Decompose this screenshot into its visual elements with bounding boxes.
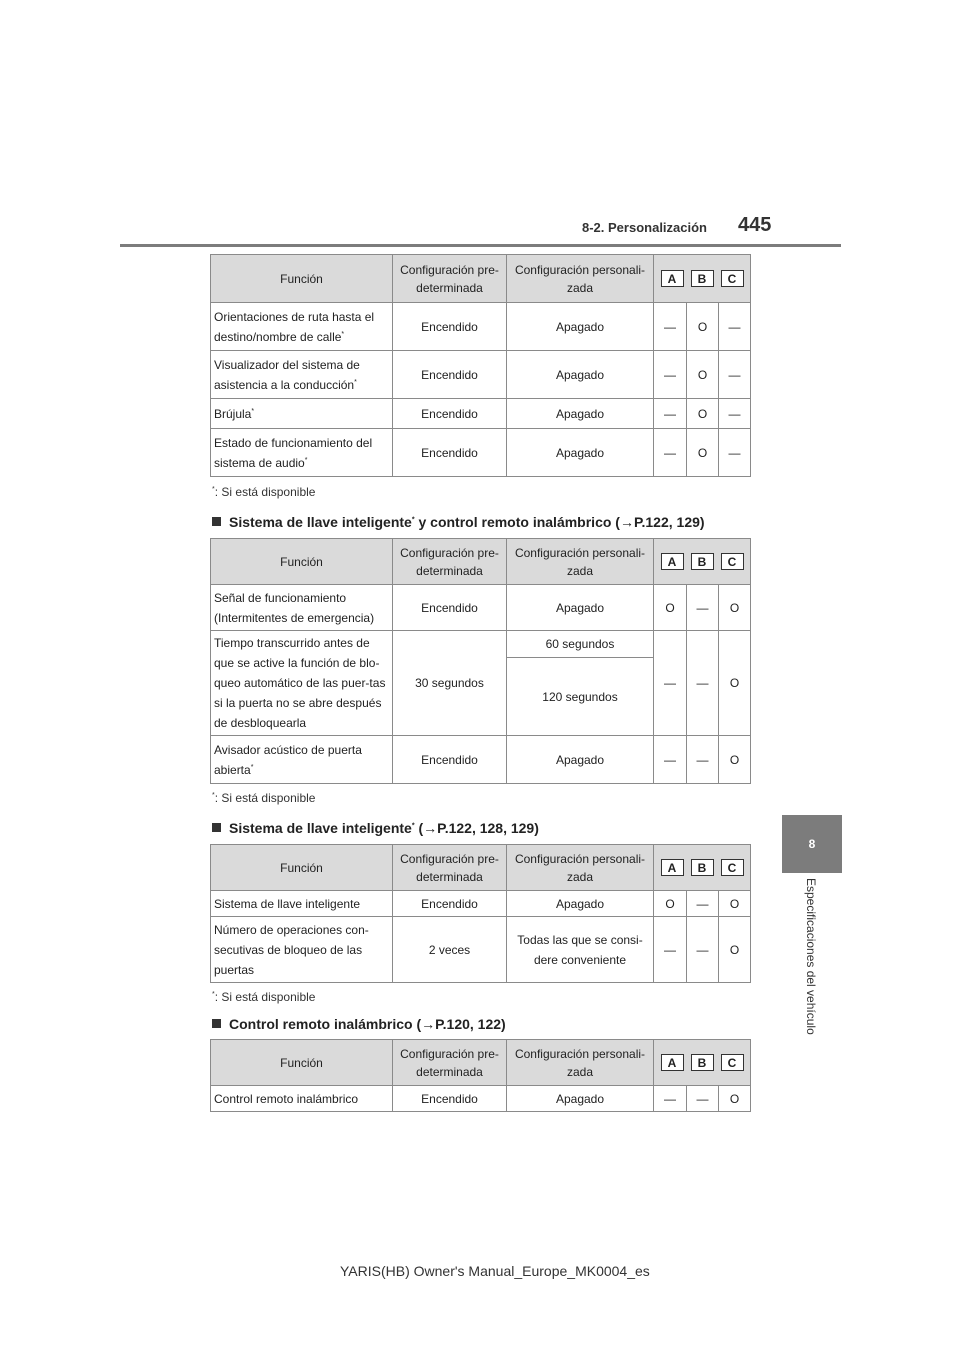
table-row — [211, 1086, 751, 1112]
col-c-cell: — — [719, 399, 751, 429]
letter-c-box: C — [721, 270, 744, 287]
default-cell: Encendido — [393, 303, 507, 351]
heading-text: ( — [414, 820, 424, 836]
table-row — [211, 429, 751, 477]
header-custom — [507, 845, 654, 891]
header-custom — [507, 255, 654, 303]
function-cell — [211, 303, 393, 351]
header-letters — [654, 539, 751, 585]
table-row — [211, 631, 751, 658]
footnote-mark: * — [212, 792, 215, 799]
chapter-side-label — [782, 878, 842, 1068]
arrow-icon: → — [619, 514, 634, 530]
col-a-cell: — — [654, 631, 687, 736]
footnote-text: : Si está disponible — [214, 485, 316, 499]
header-custom-text: Configuración personali-zada — [514, 1046, 646, 1079]
function-text: Orientaciones de ruta hasta el destino/nombre de calle — [214, 309, 375, 344]
col-b-cell: O — [687, 429, 719, 477]
table-header-row — [211, 255, 751, 303]
col-c-cell: O — [719, 891, 751, 917]
default-cell: Encendido — [393, 429, 507, 477]
page-reference: P.122, 129) — [633, 514, 705, 530]
default-cell: Encendido — [393, 1086, 507, 1112]
page-reference: P.120, 122) — [435, 1016, 506, 1032]
asterisk-mark: * — [411, 822, 415, 830]
header-custom-text: Configuración personali-zada — [514, 545, 646, 578]
arrow-icon: → — [423, 820, 438, 836]
col-a-cell: — — [654, 917, 687, 983]
heading-text: y control remoto inalámbrico ( — [414, 514, 620, 530]
col-a-cell: O — [654, 585, 687, 631]
footnote-mark: * — [212, 486, 215, 493]
function-cell: Control remoto inalámbrico — [211, 1086, 393, 1112]
function-cell: Sistema de llave inteligente — [211, 891, 393, 917]
section-title: 8-2. Personalización — [582, 220, 707, 235]
settings-table-2 — [210, 538, 751, 784]
default-cell: Encendido — [393, 351, 507, 399]
col-b-cell: — — [687, 736, 719, 784]
col-c-cell: O — [719, 917, 751, 983]
footer-manual-id: YARIS(HB) Owner's Manual_Europe_MK0004_es — [340, 1263, 650, 1279]
header-function: Función — [211, 845, 393, 891]
function-cell — [211, 429, 393, 477]
custom-cell: Apagado — [507, 429, 654, 477]
function-text: Avisador acústico de puerta abierta — [214, 742, 362, 777]
col-c-cell: O — [719, 585, 751, 631]
chapter-tab — [782, 815, 842, 873]
table-header-row — [211, 845, 751, 891]
table-row — [211, 585, 751, 631]
col-b-cell: — — [687, 917, 719, 983]
footnote-text: : Si está disponible — [214, 990, 316, 1004]
col-c-cell: O — [719, 1086, 751, 1112]
settings-table-4 — [210, 1039, 751, 1112]
header-custom-text: Configuración personali-zada — [514, 851, 646, 884]
col-b-cell: O — [687, 303, 719, 351]
table-header-row — [211, 539, 751, 585]
col-b-cell: — — [687, 1086, 719, 1112]
square-bullet-icon — [212, 517, 221, 526]
table-row — [211, 303, 751, 351]
chapter-title: Especificaciones del vehículo — [804, 878, 818, 1035]
custom-cell: Apagado — [507, 399, 654, 429]
letter-c-box: C — [721, 1054, 744, 1071]
table-row — [211, 736, 751, 784]
footnote — [212, 485, 315, 499]
asterisk-mark: * — [250, 763, 254, 771]
header-custom — [507, 1040, 654, 1086]
table-row — [211, 891, 751, 917]
heading-text: Sistema de llave inteligente — [229, 514, 412, 530]
header-function: Función — [211, 539, 393, 585]
function-cell: Señal de funcionamiento (Intermitentes de emergencia) — [211, 585, 393, 631]
header-default — [393, 255, 507, 303]
col-b-cell: — — [687, 891, 719, 917]
default-cell: Encendido — [393, 891, 507, 917]
table-row — [211, 399, 751, 429]
function-text: Visualizador del sistema de asistencia a la conducción — [214, 357, 360, 392]
section-heading — [212, 1016, 506, 1032]
chapter-number: 8 — [808, 837, 816, 851]
custom-cell: 120 segundos — [507, 658, 654, 736]
function-cell — [211, 736, 393, 784]
letter-a-box: A — [661, 1054, 684, 1071]
col-c-cell: O — [719, 736, 751, 784]
letter-b-box: B — [691, 553, 714, 570]
custom-cell: Apagado — [507, 585, 654, 631]
col-b-cell: — — [687, 631, 719, 736]
header-letters — [654, 255, 751, 303]
col-c-cell: — — [719, 303, 751, 351]
function-cell — [211, 399, 393, 429]
page-number: 445 — [738, 214, 772, 236]
header-default-text: Configuración pre-determinada — [400, 545, 499, 578]
letter-b-box: B — [691, 1054, 714, 1071]
letter-b-box: B — [691, 859, 714, 876]
header-default — [393, 539, 507, 585]
default-cell: 30 segundos — [393, 631, 507, 736]
asterisk-mark: * — [411, 516, 415, 524]
settings-table-3 — [210, 844, 751, 983]
letter-c-box: C — [721, 859, 744, 876]
asterisk-mark: * — [354, 378, 357, 386]
square-bullet-icon — [212, 823, 221, 832]
header-letters — [654, 845, 751, 891]
col-a-cell: — — [654, 351, 687, 399]
letter-a-box: A — [661, 270, 684, 287]
footnote-text: : Si está disponible — [214, 791, 316, 805]
default-cell: Encendido — [393, 736, 507, 784]
custom-cell: Apagado — [507, 891, 654, 917]
section-heading — [212, 514, 705, 530]
col-a-cell: — — [654, 303, 687, 351]
col-a-cell: — — [654, 736, 687, 784]
header-function: Función — [211, 255, 393, 303]
col-a-cell: — — [654, 399, 687, 429]
footnote — [212, 791, 315, 805]
letter-a-box: A — [661, 859, 684, 876]
heading-text: Sistema de llave inteligente — [229, 820, 412, 836]
header-custom — [507, 539, 654, 585]
function-cell: Número de operaciones con-secutivas de bloqueo de las puertas — [211, 917, 393, 983]
header-function: Función — [211, 1040, 393, 1086]
custom-cell: Todas las que se consi-dere conveniente — [507, 917, 654, 983]
header-rule — [120, 244, 841, 247]
section-heading — [212, 820, 539, 836]
custom-cell: 60 segundos — [507, 631, 654, 658]
arrow-icon: → — [421, 1016, 436, 1032]
header-default-text: Configuración pre-determinada — [400, 1046, 499, 1079]
letter-c-box: C — [721, 553, 744, 570]
table-header-row — [211, 1040, 751, 1086]
col-b-cell: O — [687, 399, 719, 429]
asterisk-mark: * — [304, 456, 308, 464]
col-c-cell: O — [719, 631, 751, 736]
header-custom-text: Configuración personali-zada — [514, 262, 646, 295]
col-c-cell: — — [719, 351, 751, 399]
header-default-text: Configuración pre-determinada — [400, 262, 499, 295]
col-b-cell: — — [687, 585, 719, 631]
asterisk-mark: * — [251, 407, 255, 415]
col-a-cell: O — [654, 891, 687, 917]
col-b-cell: O — [687, 351, 719, 399]
custom-cell: Apagado — [507, 736, 654, 784]
settings-table-1 — [210, 254, 751, 477]
function-text: Brújula — [214, 406, 252, 421]
letter-b-box: B — [691, 270, 714, 287]
default-cell: 2 veces — [393, 917, 507, 983]
col-c-cell: — — [719, 429, 751, 477]
header-default — [393, 1040, 507, 1086]
table-row — [211, 351, 751, 399]
function-text: Estado de funcionamiento del sistema de audio — [214, 435, 373, 470]
footnote — [212, 990, 315, 1004]
heading-text: Control remoto inalámbrico ( — [229, 1016, 422, 1032]
default-cell: Encendido — [393, 585, 507, 631]
function-cell: Tiempo transcurrido antes de que se active la función de blo-queo automático de las puer-tas si la puerta no se abre después de desbloquearla — [211, 631, 393, 736]
default-cell: Encendido — [393, 399, 507, 429]
asterisk-mark: * — [341, 330, 345, 338]
table-row — [211, 917, 751, 983]
function-cell — [211, 351, 393, 399]
col-a-cell: — — [654, 429, 687, 477]
page-reference: P.122, 128, 129) — [437, 820, 539, 836]
custom-cell: Apagado — [507, 1086, 654, 1112]
custom-cell: Apagado — [507, 303, 654, 351]
header-default — [393, 845, 507, 891]
col-a-cell: — — [654, 1086, 687, 1112]
header-letters — [654, 1040, 751, 1086]
header-default-text: Configuración pre-determinada — [400, 851, 499, 884]
custom-cell: Apagado — [507, 351, 654, 399]
letter-a-box: A — [661, 553, 684, 570]
footnote-mark: * — [212, 991, 215, 998]
square-bullet-icon — [212, 1019, 221, 1028]
